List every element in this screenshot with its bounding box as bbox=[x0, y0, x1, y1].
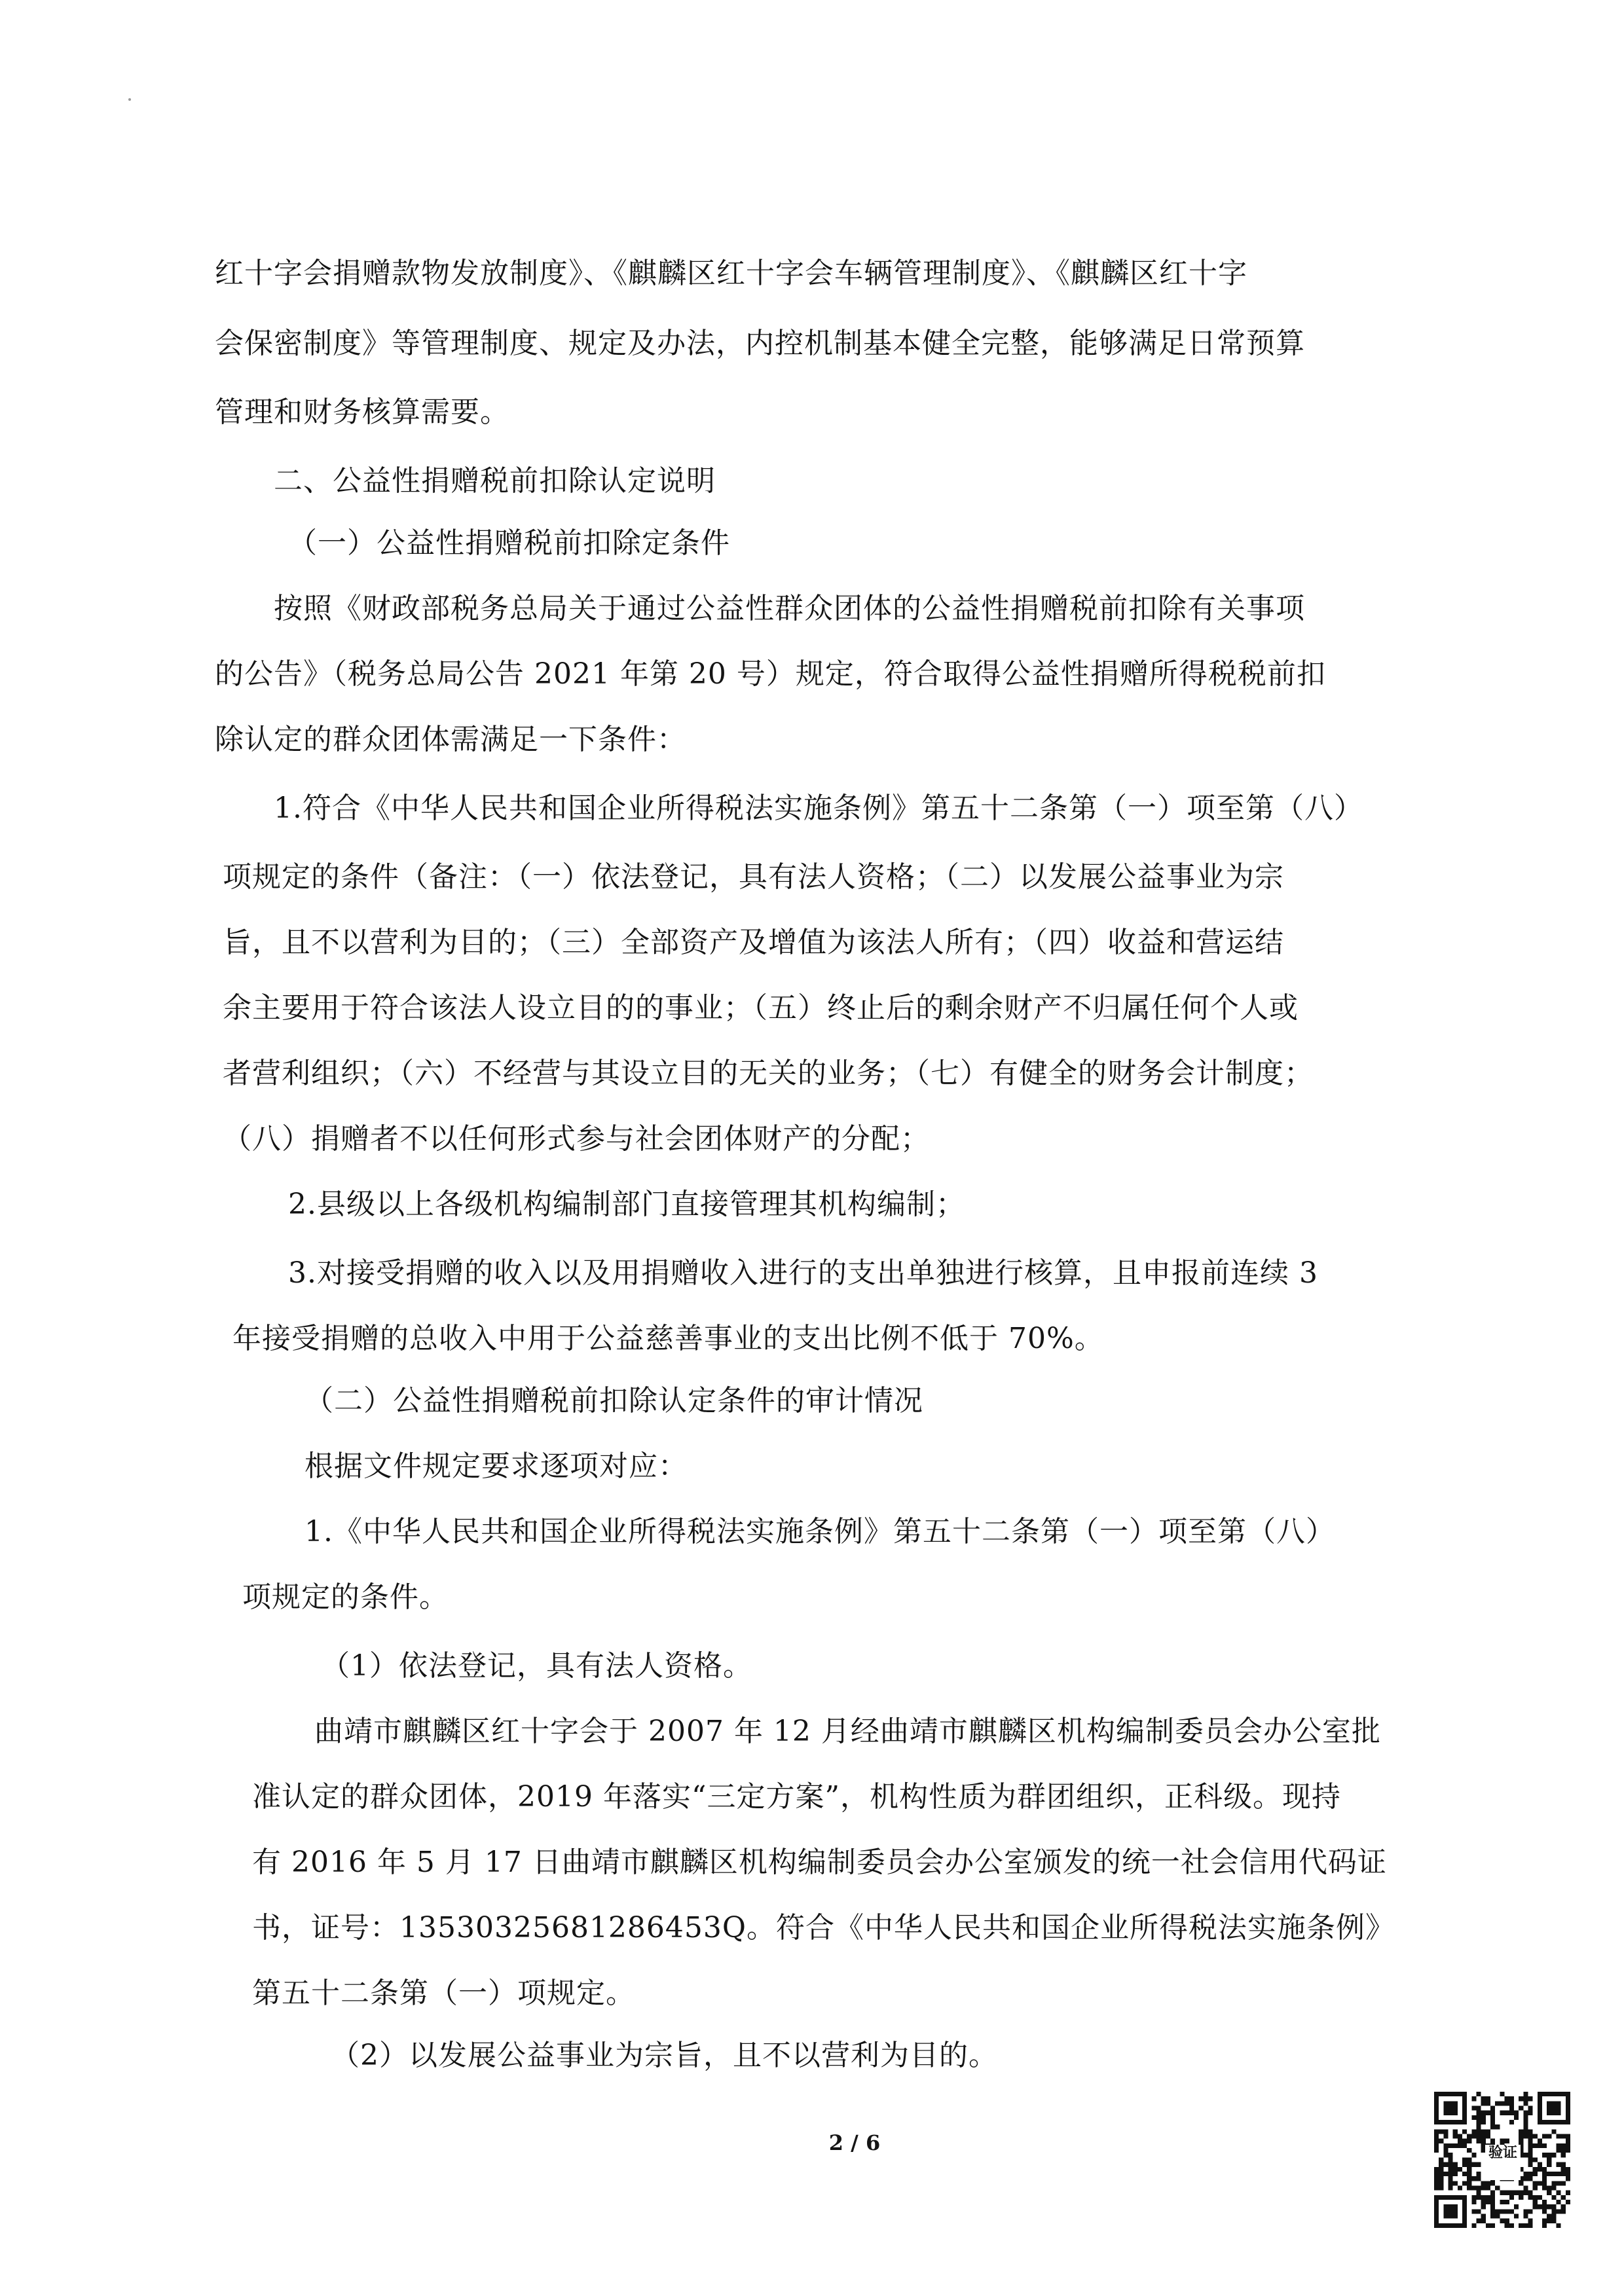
body-line: 除认定的群众团体需满足一下条件： bbox=[215, 723, 686, 756]
qr-verify-label: 验证 bbox=[1485, 2145, 1521, 2180]
body-line: 第五十二条第（一）项规定。 bbox=[252, 1977, 635, 2010]
body-line: 年接受捐赠的总收入中用于公益慈善事业的支出比例不低于 70%。 bbox=[232, 1322, 1104, 1355]
list-item: 3.对接受捐赠的收入以及用捐赠收入进行的支出单独进行核算，且申报前连续 3 bbox=[288, 1256, 1318, 1290]
list-item: （1）依法登记，具有法人资格。 bbox=[321, 1649, 752, 1683]
body-line: 曲靖市麒麟区红十字会于 2007 年 12 月经曲靖市麒麟区机构编制委员会办公室批 bbox=[314, 1715, 1381, 1748]
list-item: 2.县级以上各级机构编制部门直接管理其机构编制； bbox=[288, 1188, 965, 1221]
section-heading: 二、公益性捐赠税前扣除认定说明 bbox=[274, 464, 716, 498]
body-line: 按照《财政部税务总局关于通过公益性群众团体的公益性捐赠税前扣除有关事项 bbox=[274, 592, 1305, 625]
body-line: 有 2016 年 5 月 17 日曲靖市麒麟区机构编制委员会办公室颁发的统一社会信用代码证 bbox=[252, 1846, 1387, 1879]
body-line: 管理和财务核算需要。 bbox=[215, 395, 509, 429]
body-line: 红十字会捐赠款物发放制度》、《麒麟区红十字会车辆管理制度》、《麒麟区红十字 bbox=[215, 257, 1247, 290]
body-line: 准认定的群众团体，2019 年落实“三定方案”，机构性质为群团组织，正科级。现持 bbox=[252, 1780, 1341, 1813]
body-line: 项规定的条件（备注：（一）依法登记，具有法人资格；（二）以发展公益事业为宗 bbox=[223, 860, 1284, 894]
body-line: 根据文件规定要求逐项对应： bbox=[304, 1449, 688, 1483]
list-item: 1.符合《中华人民共和国企业所得税法实施条例》第五十二条第（一）项至第（八） bbox=[274, 792, 1363, 825]
scan-speck bbox=[128, 98, 131, 101]
list-item: （2）以发展公益事业为宗旨，且不以营利为目的。 bbox=[331, 2039, 998, 2072]
body-line: 书，证号：13530325681286453Q。符合《中华人民共和国企业所得税法实施条例》 bbox=[252, 1911, 1395, 1944]
body-line: 余主要用于符合该法人设立目的的事业；（五）终止后的剩余财产不归属任何个人或 bbox=[223, 991, 1299, 1025]
body-line: 项规定的条件。 bbox=[242, 1580, 449, 1614]
body-line: 者营利组织；（六）不经营与其设立目的无关的业务；（七）有健全的财务会计制度； bbox=[223, 1057, 1314, 1090]
body-line: 会保密制度》等管理制度、规定及办法，内控机制基本健全完整，能够满足日常预算 bbox=[215, 327, 1305, 360]
page-number: 2 / 6 bbox=[828, 2130, 881, 2155]
body-line: 旨，且不以营利为目的；（三）全部资产及增值为该法人所有；（四）收益和营运结 bbox=[223, 926, 1284, 959]
body-line: 的公告》（税务总局公告 2021 年第 20 号）规定，符合取得公益性捐赠所得税税前扣 bbox=[215, 657, 1326, 691]
body-line: （八）捐赠者不以任何形式参与社会团体财产的分配； bbox=[223, 1122, 930, 1156]
subsection-heading: （一）公益性捐赠税前扣除定条件 bbox=[288, 526, 730, 560]
list-item: 1.《中华人民共和国企业所得税法实施条例》第五十二条第（一）项至第（八） bbox=[304, 1515, 1335, 1548]
subsection-heading: （二）公益性捐赠税前扣除认定条件的审计情况 bbox=[304, 1384, 923, 1417]
